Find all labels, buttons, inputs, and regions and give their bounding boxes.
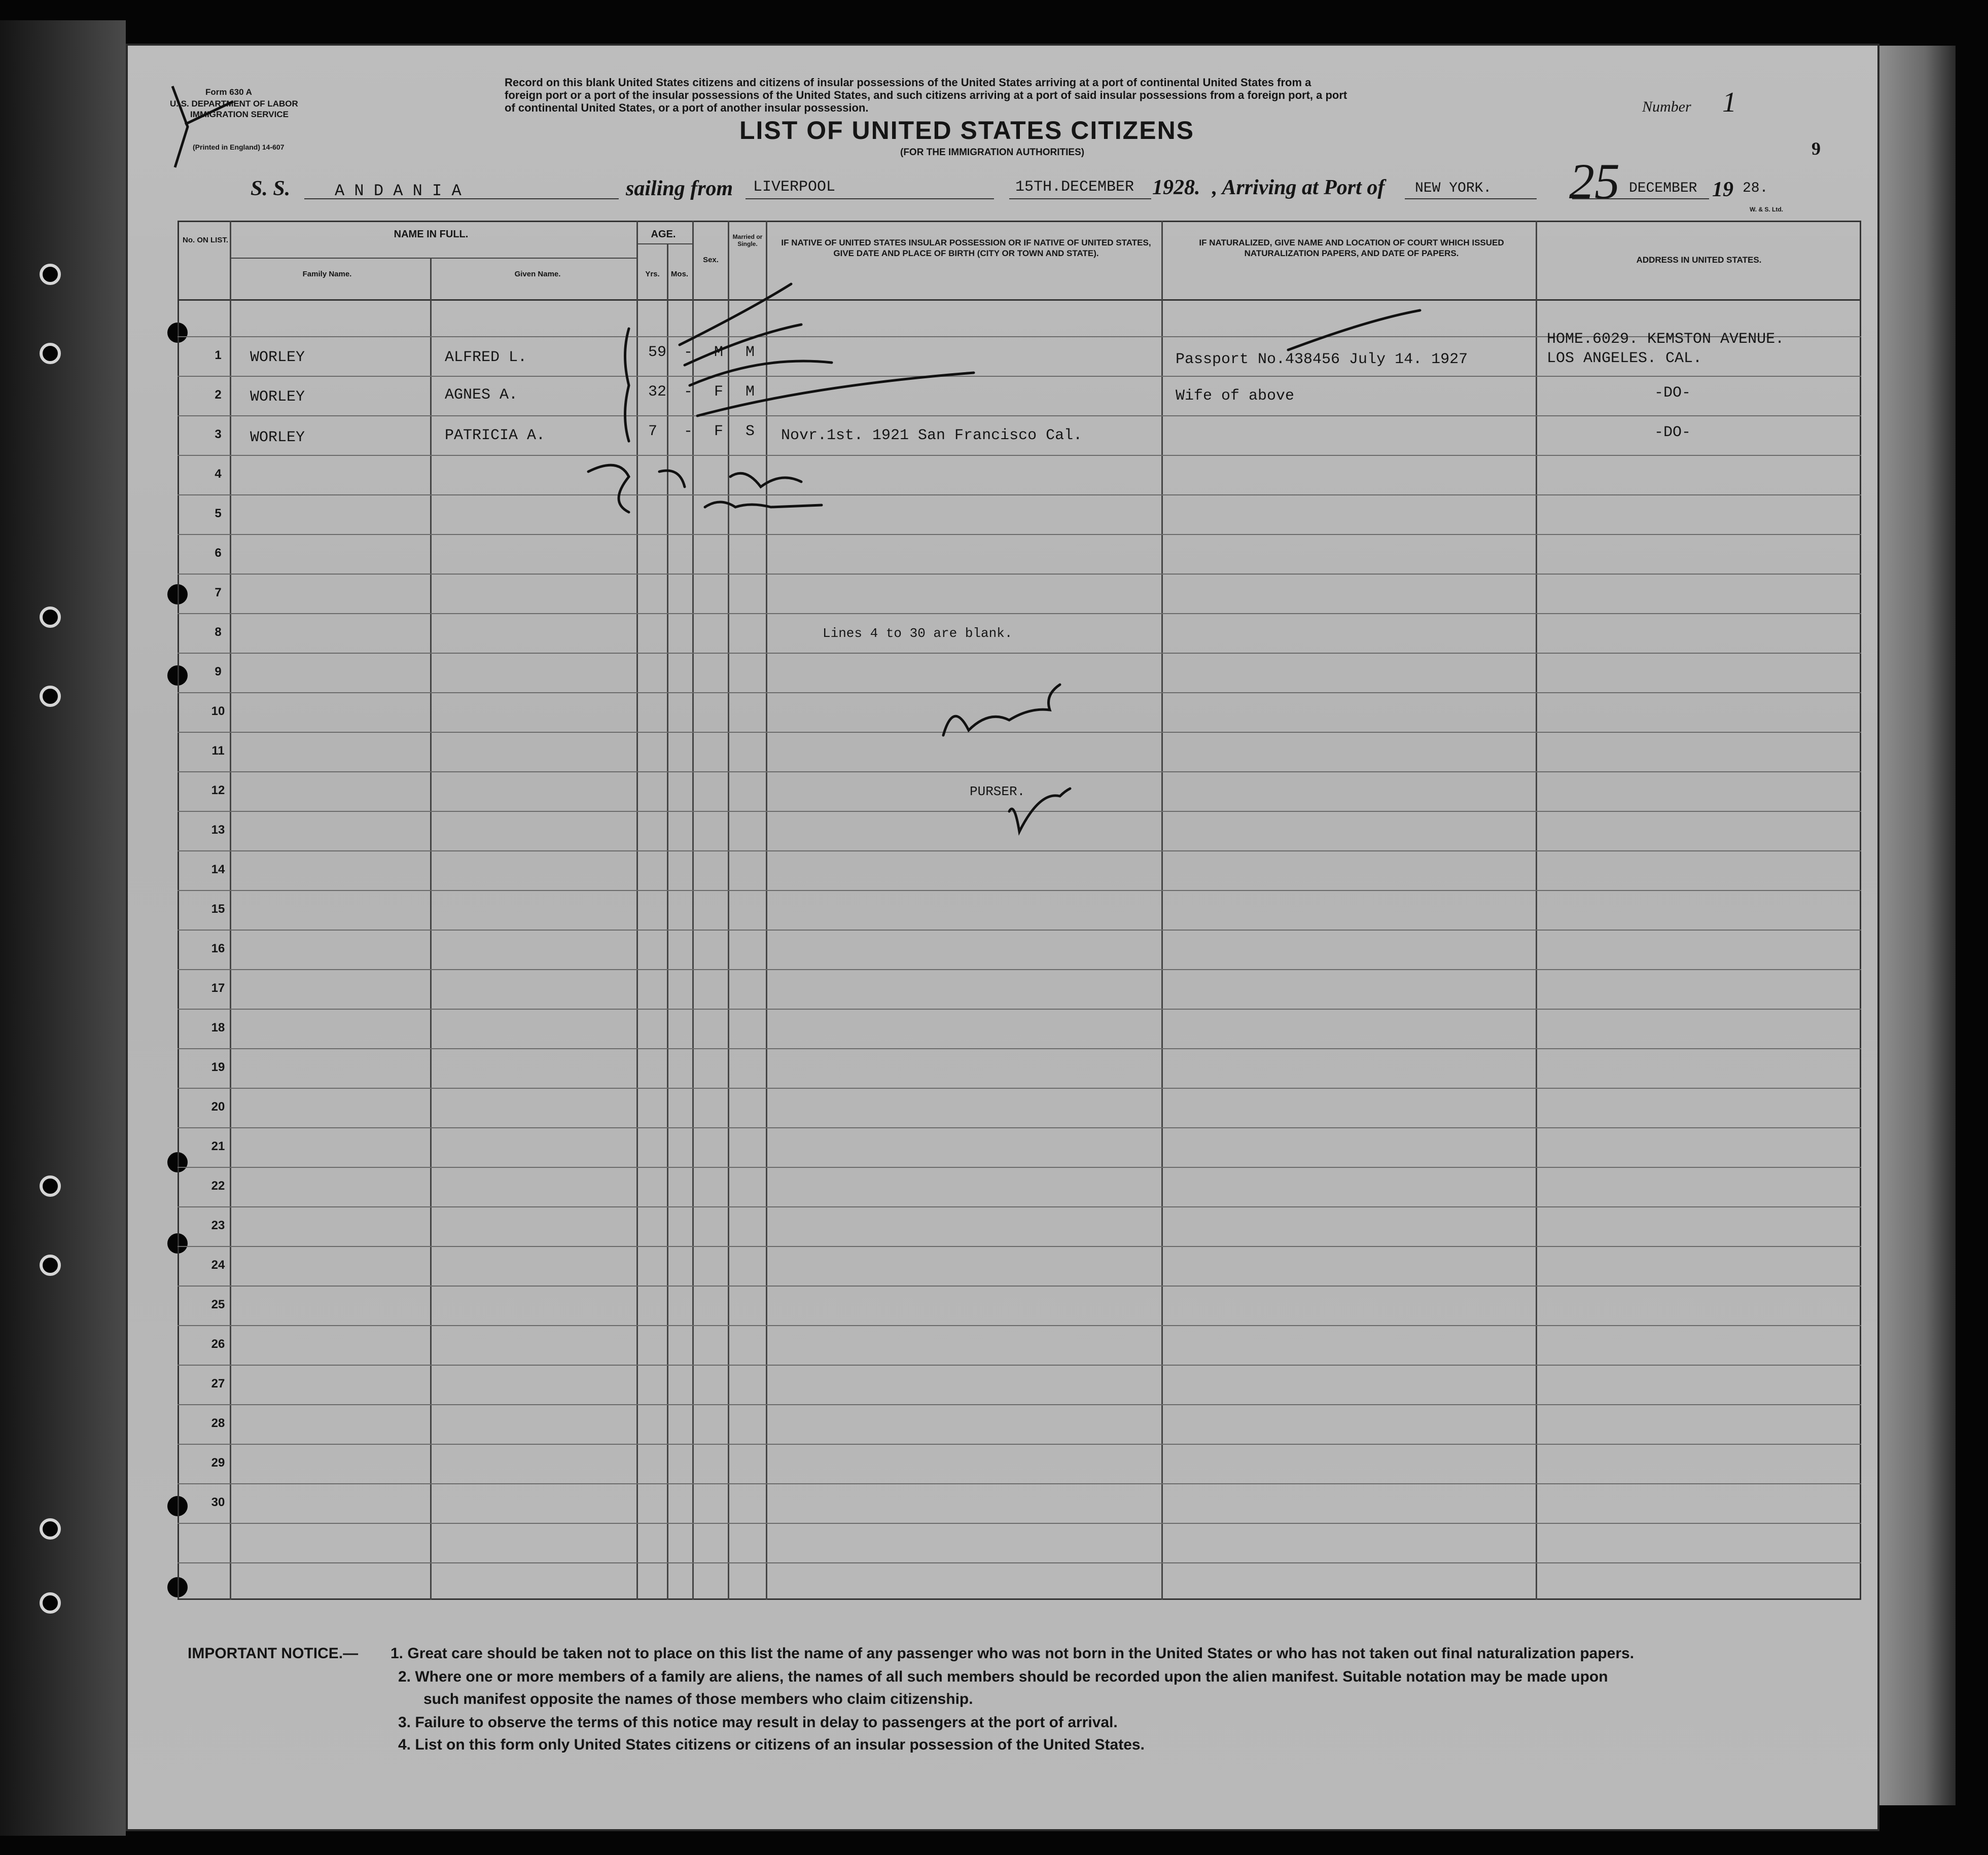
row-number: 24 — [211, 1258, 225, 1272]
header-naturalized: IF NATURALIZED, GIVE NAME AND LOCATION OF COURT WHICH ISSUED NATURALIZATION PAPERS, AND DATE OF PAPERS. — [1199, 238, 1504, 258]
arrival-port: NEW YORK. — [1415, 181, 1492, 196]
page-subtitle: (FOR THE IMMIGRATION AUTHORITIES) — [900, 147, 1085, 158]
row-number: 29 — [211, 1456, 225, 1470]
sex-cell: F — [714, 423, 724, 440]
header-native: IF NATIVE OF UNITED STATES INSULAR POSSESSION OR IF NATIVE OF UNITED STATES, GIVE DATE AND PLACE OF BIRTH (CITY OR TOWN AND STATE). — [781, 238, 1151, 258]
marital-cell: S — [746, 423, 755, 440]
notice-item-2-cont: such manifest opposite the names of those members who claim citizenship. — [423, 1691, 973, 1707]
age-yrs-cell: 7 — [648, 423, 658, 440]
row-number: 30 — [211, 1495, 225, 1509]
family-name-cell: WORLEY — [250, 429, 305, 446]
age-mos-cell: - — [684, 344, 693, 361]
row-number: 5 — [215, 507, 222, 520]
printer-mark: W. & S. Ltd. — [1750, 206, 1783, 213]
row-number: 22 — [211, 1179, 225, 1193]
ship-name: A N D A N I A — [335, 182, 462, 200]
age-mos-cell: - — [684, 423, 693, 440]
arriving-label: , Arriving at Port of — [1212, 176, 1385, 199]
page-title: LIST OF UNITED STATES CITIZENS — [739, 116, 1195, 145]
age-yrs-cell: 59 — [648, 344, 667, 361]
depart-date: 15TH.DECEMBER — [1015, 179, 1134, 196]
purser-label: PURSER. — [970, 784, 1025, 799]
notice-item-2: 2. Where one or more members of a family are aliens, the names of all such members should be recorded upon the alien manifest. Suitable notation may be made upon — [398, 1668, 1608, 1685]
row-number: 9 — [215, 665, 222, 679]
arrival-month: DECEMBER — [1629, 181, 1697, 196]
notice-item-1: 1. Great care should be taken not to place on this list the name of any passenger who was not born in the United States or who has not taken out final naturalization papers. — [390, 1645, 1635, 1662]
marital-cell: M — [746, 344, 755, 361]
notice-item-3: 3. Failure to observe the terms of this notice may result in delay to passengers at the port of arrival. — [398, 1714, 1118, 1731]
address-cell-2: LOS ANGELES. CAL. — [1547, 350, 1702, 367]
number-label: Number — [1642, 98, 1691, 115]
age-mos-cell: - — [684, 383, 693, 401]
row-number: 1 — [215, 348, 222, 362]
row-number: 7 — [215, 586, 222, 599]
row-number: 8 — [215, 625, 222, 639]
header-name-in-full: NAME IN FULL. — [394, 229, 469, 240]
naturalization-cell: Wife of above — [1176, 387, 1295, 405]
notice-label: IMPORTANT NOTICE.— — [188, 1645, 359, 1662]
row-number: 27 — [211, 1377, 225, 1390]
address-cell: -DO- — [1654, 384, 1691, 402]
page-number: 9 — [1812, 138, 1821, 159]
row-number: 2 — [215, 388, 222, 402]
row-number: 23 — [211, 1219, 225, 1232]
arrival-day: 25 — [1569, 153, 1620, 209]
address-cell: -DO- — [1654, 424, 1691, 441]
header-family-name: Family Name. — [302, 270, 352, 278]
birth-cell: Novr.1st. 1921 San Francisco Cal. — [781, 427, 1083, 444]
row-number: 20 — [211, 1100, 225, 1114]
given-name-cell: ALFRED L. — [445, 349, 527, 366]
service: IMMIGRATION SERVICE — [190, 110, 289, 119]
header-address: ADDRESS IN UNITED STATES. — [1636, 255, 1762, 265]
header-married: Married or Single. — [732, 233, 763, 247]
depart-year: 1928. — [1152, 176, 1200, 199]
marital-cell: M — [746, 383, 755, 401]
row-number: 4 — [215, 467, 222, 481]
year-prefix: 19 — [1712, 178, 1733, 201]
row-number: 19 — [211, 1060, 225, 1074]
row-number: 17 — [211, 981, 225, 995]
year-suffix: 28. — [1743, 181, 1768, 196]
instructions-line-3: of continental United States, or a port of another insular possession. — [505, 101, 869, 114]
department: U. S. DEPARTMENT OF LABOR — [170, 99, 298, 109]
header-given-name: Given Name. — [514, 270, 561, 278]
family-name-cell: WORLEY — [250, 349, 305, 366]
row-number: 28 — [211, 1416, 225, 1430]
printed-note: (Printed in England) 14-607 — [193, 143, 285, 151]
row-number: 21 — [211, 1139, 225, 1153]
form-number: Form 630 A — [205, 87, 252, 97]
ss-label: S. S. — [251, 177, 291, 200]
blank-lines-note: Lines 4 to 30 are blank. — [823, 626, 1013, 641]
sex-cell: F — [714, 383, 724, 401]
given-name-cell: AGNES A. — [445, 386, 518, 404]
row-number: 18 — [211, 1021, 225, 1034]
instructions-line-1: Record on this blank United States citizens and citizens of insular possessions of the United States arriving at a port of continental United States from a — [505, 76, 1311, 89]
row-number: 14 — [211, 863, 225, 876]
row-number: 10 — [211, 704, 225, 718]
header-sex: Sex. — [703, 256, 719, 264]
header-mos: Mos. — [670, 270, 689, 278]
header-yrs: Yrs. — [645, 270, 660, 278]
row-number: 16 — [211, 942, 225, 955]
row-number: 15 — [211, 902, 225, 916]
given-name-cell: PATRICIA A. — [445, 427, 546, 444]
row-number: 12 — [211, 783, 225, 797]
row-number: 25 — [211, 1298, 225, 1311]
row-number: 13 — [211, 823, 225, 837]
row-number: 3 — [215, 427, 222, 441]
number-value: 1 — [1722, 87, 1736, 118]
address-cell: HOME.6029. KEMSTON AVENUE. — [1547, 331, 1785, 348]
row-number: 11 — [211, 744, 225, 758]
notice-item-4: 4. List on this form only United States citizens or citizens of an insular possession of the United States. — [398, 1736, 1145, 1753]
age-yrs-cell: 32 — [648, 383, 667, 401]
from-port: LIVERPOOL — [753, 179, 836, 196]
sex-cell: M — [714, 344, 724, 361]
header-no-on-list: No. ON LIST. — [183, 236, 228, 244]
instructions-line-2: foreign port or a port of the insular possessions of the United States, and such citizens arriving at a port of said insular possessions from a foreign port, a port — [505, 89, 1347, 101]
row-number: 6 — [215, 546, 222, 560]
naturalization-cell: Passport No.438456 July 14. 1927 — [1176, 351, 1468, 368]
family-name-cell: WORLEY — [250, 388, 305, 406]
header-age: AGE. — [651, 229, 676, 240]
sailing-label: sailing from — [626, 177, 733, 200]
row-number: 26 — [211, 1337, 225, 1351]
